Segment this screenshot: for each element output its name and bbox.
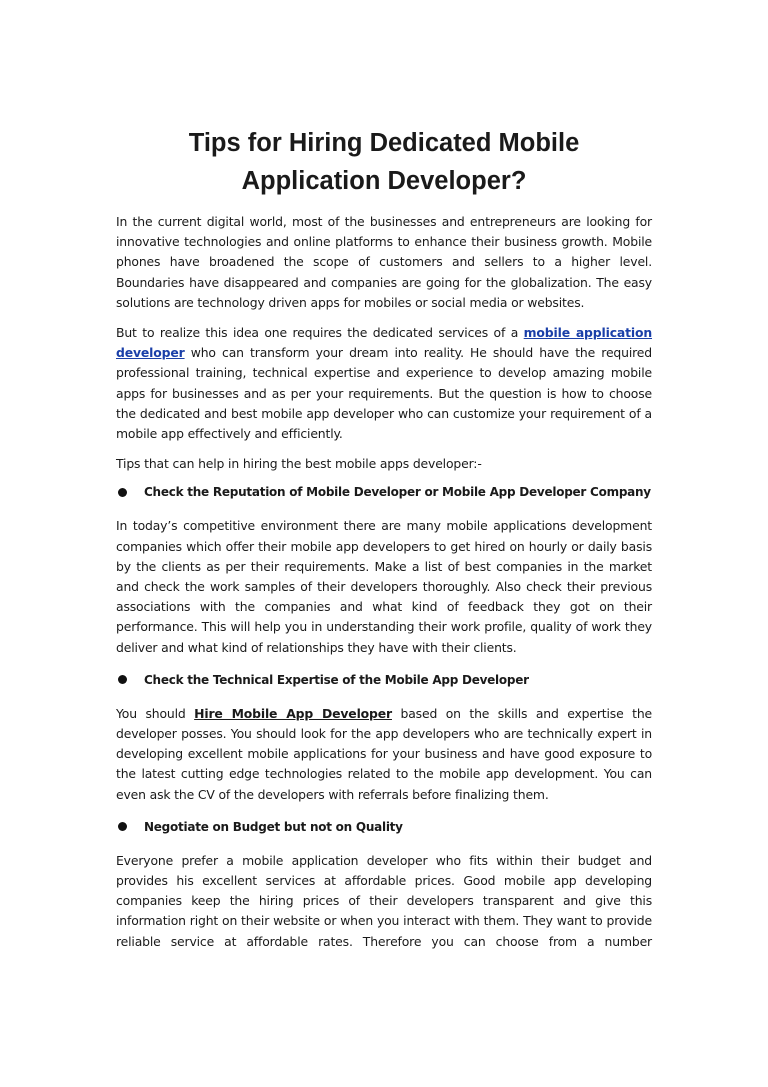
section-expertise-body: [116, 704, 652, 805]
section-reputation-heading: [116, 480, 652, 504]
requirement-text-before: But to realize this idea one requires the dedicated services of a: [116, 325, 524, 341]
requirement-text-after: who can transform your dream into reality. He should have the required professional training, technical expertise and experience to develop amazing mobile apps for businesses and as per your requirements. But the question is how to choose the dedicated and best mobile app developer who can customize your requirement of a mobile app effectively and efficiently.: [116, 345, 652, 442]
title-line-2: Application Developer?: [241, 167, 527, 195]
bullet-icon: [118, 822, 127, 831]
bullet-icon: [118, 488, 127, 497]
requirement-paragraph: [116, 323, 652, 444]
section-heading-text: Negotiate on Budget but not on Quality: [144, 819, 403, 834]
document-title: [116, 124, 652, 200]
section-reputation-body: In today’s competitive environment there are many mobile applications development companies which offer their mobile app developers to get hired on hourly or daily basis by the clients as per their requirements. Make a list of best companies in the market and check the work samples of their developers thoroughly. Also check their previous associations with the companies and what kind of feedback they got on their performance. This will help you in understanding their work profile, quality of work they deliver and what kind of relationships they have with their clients.: [116, 518, 652, 655]
section-heading-text: Check the Technical Expertise of the Mobile App Developer: [144, 672, 529, 687]
section-heading-text: Check the Reputation of Mobile Developer or Mobile App Developer Company: [144, 485, 651, 500]
tips-intro: Tips that can help in hiring the best mobile apps developer:-: [116, 456, 482, 472]
section-budget-body: Everyone prefer a mobile application developer who fits within their budget and provides his excellent services at affordable prices. Good mobile app developing companies keep the hiring prices of their developers transparent and give this information right on their website or when you interact with them. They want to provide reliable service at affordable rates. Therefore you can choose from a number: [116, 852, 652, 949]
mobile-application-developer-link[interactable]: mobile application developer: [116, 325, 653, 361]
intro-paragraph: In the current digital world, most of the businesses and entrepreneurs are looking for innovative technologies and online platforms to enhance their business growth. Mobile phones have broadened the scope of customers and sellers to a higher level. Boundaries have disappeared and companies are going for the globalization. The easy solutions are technology driven apps for mobiles or social media or websites.: [116, 214, 652, 310]
title-line-1: Tips for Hiring Dedicated Mobile: [188, 129, 580, 157]
bullet-icon: [118, 675, 127, 684]
section-expertise-heading: [116, 668, 652, 692]
hire-mobile-app-developer-link[interactable]: Hire Mobile App Developer: [194, 705, 392, 721]
expertise-text-after: based on the skills and expertise the developer posses. You should look for the app developers who are technically expert in developing excellent mobile applications for your business and have good exposure to the latest cutting edge technologies related to the mobile app development. You can even ask the CV of the developers with referrals before finalizing them.: [116, 705, 653, 802]
document-page: [116, 124, 652, 962]
expertise-text-before: You should: [116, 705, 195, 721]
section-budget-heading: [116, 815, 652, 839]
